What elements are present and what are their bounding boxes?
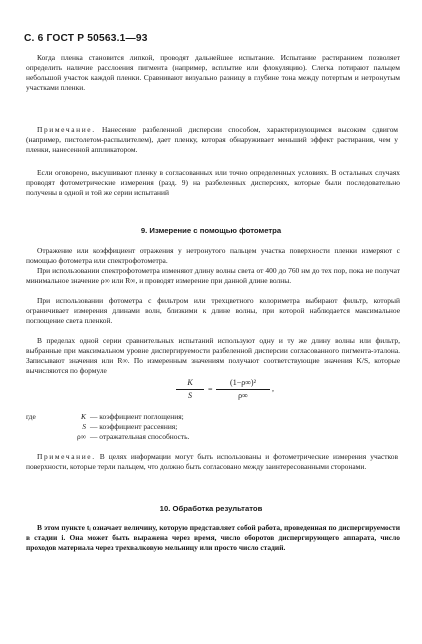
definition-symbol: K — [81, 412, 86, 421]
definitions-label: где — [26, 412, 36, 421]
formula-equals: = — [208, 385, 213, 394]
paragraph-spectrophotometer: При использовании спектрофотометра изменяют длину волны света от 400 до 760 нм до тех пор, пока не получат минимальное значение ρ∞ или R∞, и проводят измерение при данной длине волны. — [26, 266, 400, 286]
definition-text: — коэффициент поглощения; — [90, 412, 184, 421]
formula-rhs-numerator: (1−ρ∞)² — [230, 378, 256, 387]
km-formula — [176, 378, 286, 406]
formula-lhs-numerator: K — [187, 378, 193, 387]
formula-lhs-fraction-bar — [176, 389, 204, 390]
page-header: С. 6 ГОСТ Р 50563.1—93 — [24, 33, 148, 44]
paragraph-intro: Когда пленка становится липкой, проводят дальнейшее испытание. Испытание растиранием позволяет определить наличие расслоения пигмента (например, всплытие или флокуляцию). Слегка потирают пальцем небольшой участок каждой пленки. Сравнивают визуально разницу в глубине тона между потертым и нетронутым участками пленки. — [26, 53, 400, 93]
definition-row — [26, 422, 326, 432]
paragraph-result-processing: В этом пункте tᵢ означает величину, которую представляет собой работа, проведенная по диспергируемости в стадии i. Она может быть выражена через время, число оборотов диспергирующего аппарата, число проходов материала через трехвалковую мельницу или просто число стадий. — [26, 523, 400, 553]
note-2-text: В целях информации могут быть использованы и фотометрические измерения участков поверхности, которые терли пальцем, что должно быть согласовано между заинтересованными сторонами. — [26, 452, 398, 472]
symbol-definitions — [26, 412, 326, 442]
note-2 — [26, 452, 398, 472]
formula-rhs — [216, 378, 270, 401]
definition-text: — отражательная способность. — [90, 432, 190, 442]
paragraph-reflectance: Отражение или коэффициент отражения у нетронутого пальцем участка поверхности пленки измеряют с помощью фотометра или спектрофотометра. — [26, 246, 400, 266]
note-2-label: Примечание. — [37, 452, 96, 461]
formula-rhs-fraction-bar — [216, 389, 270, 390]
definition-row — [26, 432, 326, 442]
definition-symbol: ρ∞ — [76, 432, 86, 442]
paragraph-filter: При использовании фотометра с фильтром или трехцветного колориметра выбирают фильтр, который ограничивает измерения длинами волн, близкими к длине волны, при которой наблюдается максимальное поглощение света пленкой. — [26, 296, 400, 326]
definition-symbol: S — [82, 422, 86, 432]
formula-lhs — [176, 378, 204, 401]
paragraph-agreed-conditions: Если оговорено, высушивают пленку в согласованных или точно определенных условиях. В остальных случаях проводят фотометрические измерения (разд. 9) на разбеленных дисперсиях, которые были последовательно получены в одной и той же серии испытаний — [26, 168, 400, 198]
note-1-text: Нанесение разбеленной дисперсии способом, характеризующимся высоким сдвигом (например, пистолетом-распылителем), дает пленку, которая обнаруживает меньший эффект растирания, чем у пленки, нанесенной аппликатором. — [26, 125, 398, 155]
note-1-label: Примечание. — [37, 125, 96, 134]
paragraph-test-series: В пределах одной серии сравнительных испытаний используют одну и ту же длину волны или фильтр, выбранные при максимальном уровне диспергируемости разбеленной дисперсии согласованного пигмента-эталона. Записывают значения или R∞. По измеренным значениям получают соответствующие значения K/S, которые вычисляются по формуле — [26, 336, 400, 376]
section-9-heading: 9. Измерение с помощью фотометра — [140, 226, 282, 235]
note-1 — [26, 125, 398, 155]
formula-rhs-denominator: ρ∞ — [238, 391, 248, 400]
definition-row — [26, 412, 326, 422]
formula-lhs-denominator: S — [188, 391, 192, 400]
formula-comma: , — [272, 384, 274, 393]
section-10-heading: 10. Обработка результатов — [159, 504, 263, 513]
definition-text: — коэффициент рассеяния; — [90, 422, 178, 432]
